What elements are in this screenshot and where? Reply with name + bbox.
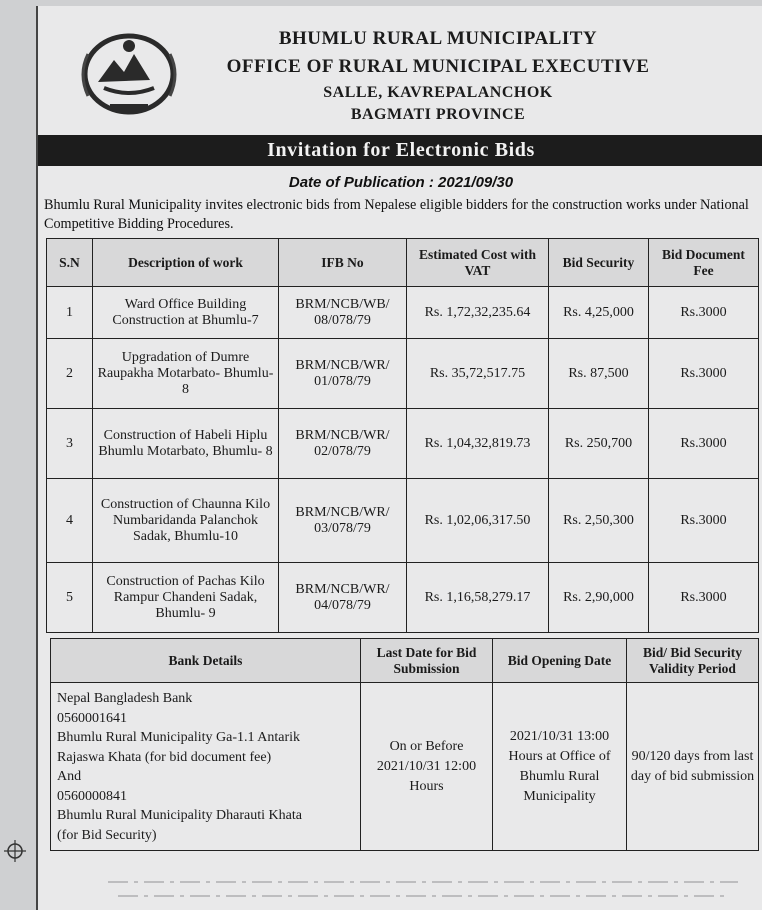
bids-table — [46, 238, 759, 633]
col-ifb: IFB No — [279, 239, 407, 287]
col-fee: Bid Document Fee — [649, 239, 759, 287]
bank-details-cell — [51, 683, 361, 851]
notice-title-banner: Invitation for Electronic Bids — [38, 135, 762, 166]
bank-table-header — [51, 639, 759, 683]
row-security: Rs. 2,90,000 — [549, 563, 649, 633]
col-description: Description of work — [93, 239, 279, 287]
publication-date: Date of Publication : 2021/09/30 — [288, 174, 514, 191]
row-cost: Rs. 35,72,517.75 — [407, 339, 549, 409]
col-last-date: Last Date for Bid Submission — [361, 639, 493, 683]
col-cost: Estimated Cost with VAT — [407, 239, 549, 287]
notice-paper — [36, 6, 762, 910]
row-description: Construction of Pachas Kilo Rampur Chandeni Sadak, Bhumlu- 9 — [93, 563, 279, 633]
opening-date-cell: 2021/10/31 13:00 Hours at Office of Bhumlu Rural Municipality — [493, 683, 627, 851]
row-security: Rs. 2,50,300 — [549, 479, 649, 563]
row-sn: 1 — [47, 287, 93, 339]
row-sn: 4 — [47, 479, 93, 563]
col-opening-date: Bid Opening Date — [493, 639, 627, 683]
row-sn: 2 — [47, 339, 93, 409]
row-fee: Rs.3000 — [649, 339, 759, 409]
registration-mark-icon — [4, 840, 26, 862]
table-row — [47, 339, 759, 409]
col-sn: S.N — [47, 239, 93, 287]
table-row — [47, 409, 759, 479]
row-fee: Rs.3000 — [649, 409, 759, 479]
row-security: Rs. 250,700 — [549, 409, 649, 479]
row-cost: Rs. 1,02,06,317.50 — [407, 479, 549, 563]
bank-line: Bhumlu Rural Municipality Ga-1.1 Antarik — [57, 730, 301, 745]
row-ifb: BRM/NCB/WR/ 02/078/79 — [279, 409, 407, 479]
row-security: Rs. 87,500 — [549, 339, 649, 409]
row-ifb: BRM/NCB/WB/ 08/078/79 — [279, 287, 407, 339]
row-description: Construction of Chaunna Kilo Numbaridanda Palanchok Sadak, Bhumlu-10 — [93, 479, 279, 563]
table-row — [47, 479, 759, 563]
col-validity: Bid/ Bid Security Validity Period — [627, 639, 759, 683]
bank-line: 0560001641 — [57, 710, 127, 726]
row-ifb: BRM/NCB/WR/ 04/078/79 — [279, 563, 407, 633]
row-fee: Rs.3000 — [649, 563, 759, 633]
municipality-name: BHUMLU RURAL MUNICIPALITY — [278, 28, 598, 49]
bank-line: Nepal Bangladesh Bank — [57, 691, 193, 706]
row-fee: Rs.3000 — [649, 287, 759, 339]
bank-line: 0560000841 — [57, 788, 127, 804]
bids-table-header — [47, 239, 759, 287]
col-security: Bid Security — [549, 239, 649, 287]
notice-header — [38, 6, 762, 134]
bank-details-table — [50, 638, 759, 851]
col-bank-details: Bank Details — [51, 639, 361, 683]
intro-paragraph: Bhumlu Rural Municipality invites electronic bids from Nepalese eligible bidders for the construction works under National Competitive Bidding Procedures. — [44, 197, 749, 232]
row-description: Ward Office Building Construction at Bhumlu-7 — [93, 287, 279, 339]
bank-line: Bhumlu Rural Municipality Dharauti Khata — [57, 808, 302, 823]
office-name: OFFICE OF RURAL MUNICIPAL EXECUTIVE — [226, 56, 650, 77]
row-description: Construction of Habeli Hiplu Bhumlu Motarbato, Bhumlu- 8 — [93, 409, 279, 479]
table-row — [51, 683, 759, 851]
row-fee: Rs.3000 — [649, 479, 759, 563]
print-smudge — [98, 874, 758, 904]
province-name: BAGMATI PROVINCE — [350, 106, 526, 123]
row-cost: Rs. 1,72,32,235.64 — [407, 287, 549, 339]
row-cost: Rs. 1,04,32,819.73 — [407, 409, 549, 479]
bank-line: (for Bid Security) — [57, 827, 157, 843]
table-row — [47, 287, 759, 339]
row-ifb: BRM/NCB/WR/ 03/078/79 — [279, 479, 407, 563]
row-cost: Rs. 1,16,58,279.17 — [407, 563, 549, 633]
validity-cell: 90/120 days from last day of bid submission — [627, 683, 759, 851]
row-ifb: BRM/NCB/WR/ 01/078/79 — [279, 339, 407, 409]
row-description: Upgradation of Dumre Raupakha Motarbato- Bhumlu- 8 — [93, 339, 279, 409]
bank-line: And — [57, 769, 82, 784]
row-security: Rs. 4,25,000 — [549, 287, 649, 339]
bank-line: Rajaswa Khata (for bid document fee) — [57, 749, 272, 765]
row-sn: 3 — [47, 409, 93, 479]
office-location: SALLE, KAVREPALANCHOK — [323, 84, 553, 101]
table-row — [47, 563, 759, 633]
last-date-cell: On or Before 2021/10/31 12:00 Hours — [361, 683, 493, 851]
row-sn: 5 — [47, 563, 93, 633]
